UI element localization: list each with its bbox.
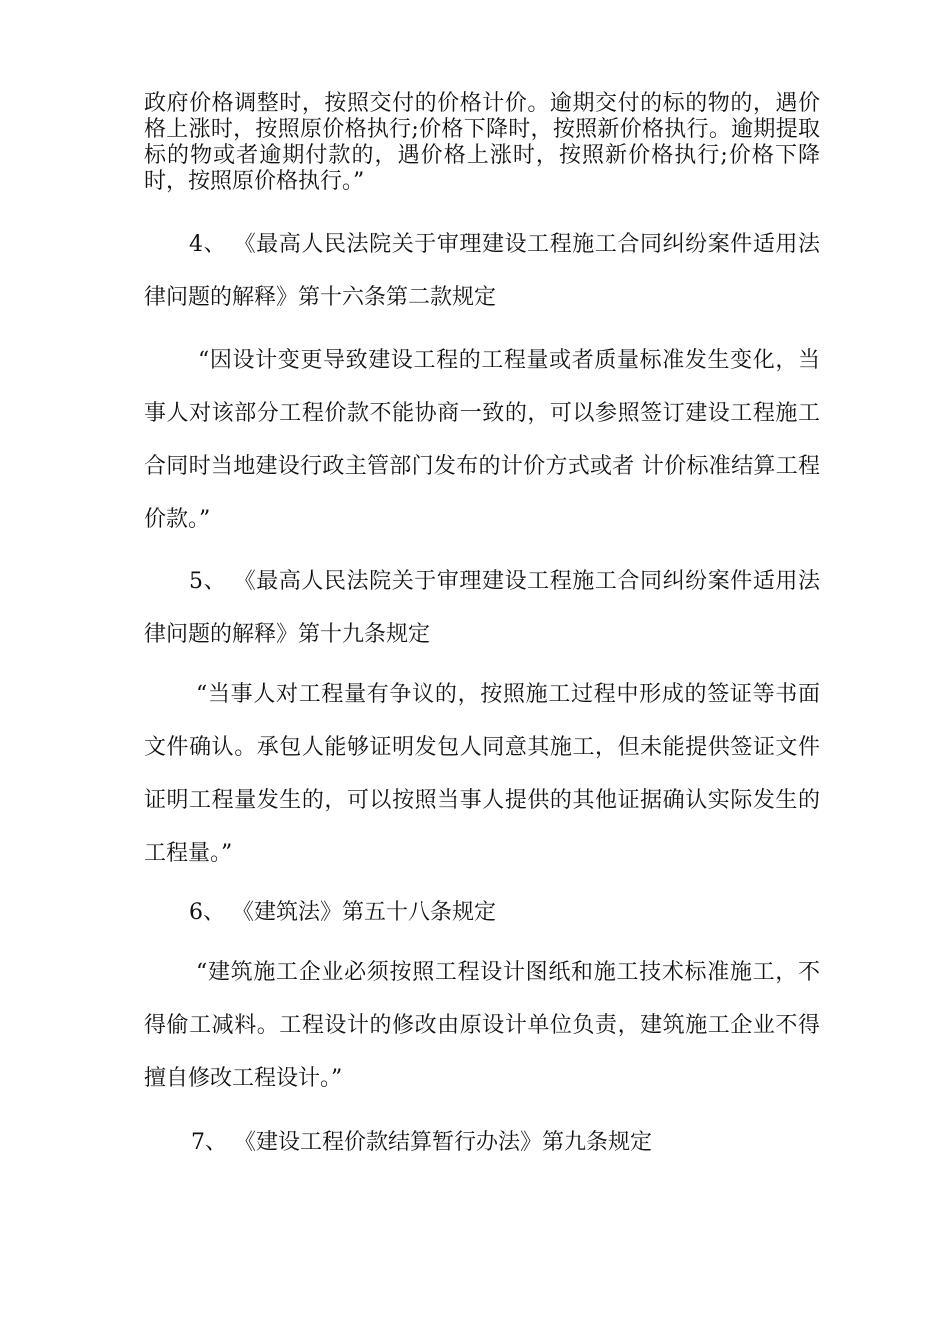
paragraph-price-adjustment: 政府价格调整时，按照交付的价格计价。逾期交付的标的物的，遇价格上涨时，按照原价格执行;价格下降时，按照新价格执行。逾期提取标的物或者逾期付款的，遇价格上涨时，按照新价格执行;价格下降时，按照原价格执行。” xyxy=(144,91,820,194)
paragraph-clause-6-quote: “建筑施工企业必须按照工程设计图纸和施工技术标准施工，不得偷工减料。工程设计的修改由原设计单位负责，建筑施工企业不得擅自修改工程设计。” xyxy=(144,960,820,1091)
paragraph-clause-7-heading: 7、 《建设工程价款结算暂行办法》第九条规定 xyxy=(191,1130,652,1155)
paragraph-clause-5-heading: 5、 《最高人民法院关于审理建设工程施工合同纠纷案件适用法律问题的解释》第十九条规定 xyxy=(144,569,820,647)
paragraph-clause-4-quote: “因设计变更导致建设工程的工程量或者质量标准发生变化，当事人对该部分工程价款不能协商一致的，可以参照签订建设工程施工合同时当地建设行政主管部门发布的计价方式或者 计价标准结算工程价款。” xyxy=(144,348,820,532)
paragraph-clause-6-heading: 6、 《建筑法》第五十八条规定 xyxy=(189,900,496,925)
paragraph-clause-4-heading: 4、 《最高人民法院关于审理建设工程施工合同纠纷案件适用法律问题的解释》第十六条第二款规定 xyxy=(144,232,820,310)
paragraph-clause-5-quote: “当事人对工程量有争议的，按照施工过程中形成的签证等书面文件确认。承包人能够证明发包人同意其施工，但未能提供签证文件证明工程量发生的，可以按照当事人提供的其他证据确认实际发生的工程量。” xyxy=(144,682,820,866)
